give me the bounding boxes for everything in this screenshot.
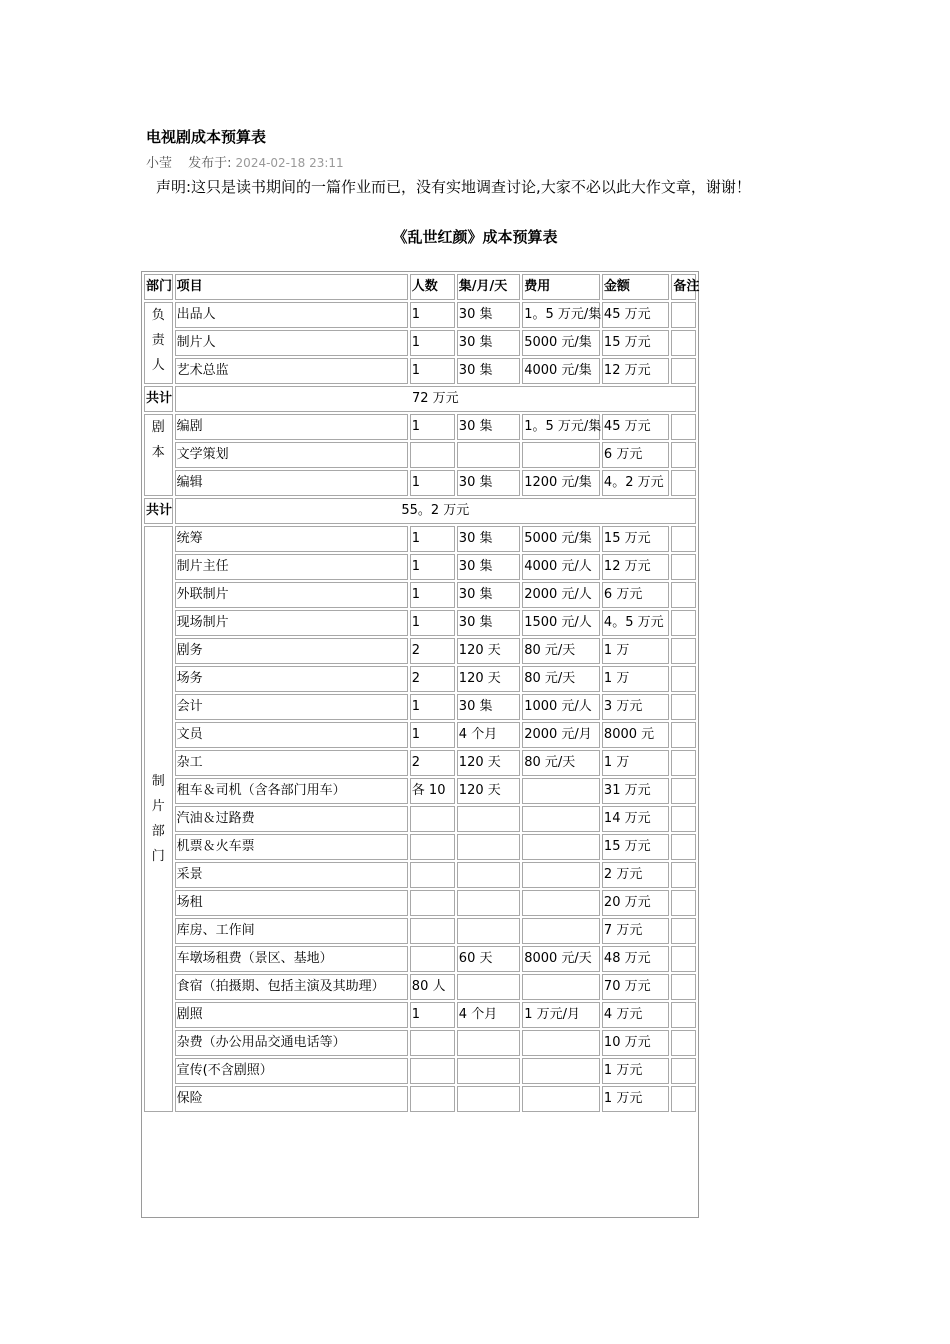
rate-cell: 1。5 万元/集 xyxy=(522,414,600,440)
period-cell: 30 集 xyxy=(457,694,520,720)
period-cell: 120 天 xyxy=(457,750,520,776)
note-cell xyxy=(671,358,696,384)
period-cell: 60 天 xyxy=(457,946,520,972)
rate-cell xyxy=(522,918,600,944)
amount-cell: 45 万元 xyxy=(602,414,670,440)
item-cell: 租车＆司机（含各部门用车） xyxy=(175,778,408,804)
header-cell: 部门 xyxy=(144,274,173,300)
table-row xyxy=(144,330,696,356)
amount-cell: 1 万元 xyxy=(602,1058,670,1084)
headcount-cell: 1 xyxy=(410,722,455,748)
rate-cell: 5000 元/集 xyxy=(522,330,600,356)
item-cell: 现场制片 xyxy=(175,610,408,636)
item-cell: 汽油＆过路费 xyxy=(175,806,408,832)
amount-cell: 45 万元 xyxy=(602,302,670,328)
headcount-cell: 1 xyxy=(410,414,455,440)
note-cell xyxy=(671,890,696,916)
amount-cell: 20 万元 xyxy=(602,890,670,916)
statement-paragraph: 声明:这只是读书期间的一篇作业而已，没有实地调查讨论,大家不必以此大作文章，谢谢！ xyxy=(156,178,751,196)
period-cell: 120 天 xyxy=(457,778,520,804)
amount-cell: 4 万元 xyxy=(602,1002,670,1028)
rate-cell: 80 元/天 xyxy=(522,638,600,664)
budget-table-container xyxy=(141,271,699,1218)
note-cell xyxy=(671,638,696,664)
amount-cell: 4。2 万元 xyxy=(602,470,670,496)
table-row xyxy=(144,666,696,692)
table-row xyxy=(144,806,696,832)
note-cell xyxy=(671,834,696,860)
headcount-cell: 1 xyxy=(410,330,455,356)
amount-cell: 6 万元 xyxy=(602,442,670,468)
header-cell: 项目 xyxy=(175,274,408,300)
note-cell xyxy=(671,806,696,832)
table-row xyxy=(144,1030,696,1056)
note-cell xyxy=(671,694,696,720)
note-cell xyxy=(671,610,696,636)
headcount-cell xyxy=(410,442,455,468)
note-cell xyxy=(671,526,696,552)
note-cell xyxy=(671,918,696,944)
table-row xyxy=(144,694,696,720)
author-name: 小莹 xyxy=(146,156,173,171)
headcount-cell xyxy=(410,806,455,832)
amount-cell: 12 万元 xyxy=(602,358,670,384)
table-row xyxy=(144,890,696,916)
table-row xyxy=(144,554,696,580)
item-cell: 文员 xyxy=(175,722,408,748)
item-cell: 统筹 xyxy=(175,526,408,552)
item-cell: 编辑 xyxy=(175,470,408,496)
period-cell xyxy=(457,806,520,832)
table-row xyxy=(144,442,696,468)
item-cell: 采景 xyxy=(175,862,408,888)
rate-cell: 5000 元/集 xyxy=(522,526,600,552)
table-row xyxy=(144,862,696,888)
rate-cell xyxy=(522,806,600,832)
table-row xyxy=(144,778,696,804)
subtotal-value: 72 万元 xyxy=(175,386,696,412)
note-cell xyxy=(671,1030,696,1056)
headcount-cell: 2 xyxy=(410,750,455,776)
header-cell: 集/月/天 xyxy=(457,274,520,300)
note-cell xyxy=(671,414,696,440)
table-row xyxy=(144,1086,696,1112)
headcount-cell xyxy=(410,834,455,860)
period-cell: 30 集 xyxy=(457,582,520,608)
amount-cell: 6 万元 xyxy=(602,582,670,608)
amount-cell: 1 万元 xyxy=(602,1086,670,1112)
note-cell xyxy=(671,330,696,356)
item-cell: 杂费（办公用品交通电话等） xyxy=(175,1030,408,1056)
amount-cell: 31 万元 xyxy=(602,778,670,804)
table-header-row xyxy=(144,274,696,300)
note-cell xyxy=(671,862,696,888)
headcount-cell xyxy=(410,918,455,944)
period-cell xyxy=(457,890,520,916)
item-cell: 杂工 xyxy=(175,750,408,776)
headcount-cell: 1 xyxy=(410,358,455,384)
rate-cell xyxy=(522,974,600,1000)
period-cell: 30 集 xyxy=(457,358,520,384)
period-cell xyxy=(457,1058,520,1084)
headcount-cell: 2 xyxy=(410,666,455,692)
amount-cell: 14 万元 xyxy=(602,806,670,832)
period-cell xyxy=(457,1030,520,1056)
period-cell: 4 个月 xyxy=(457,722,520,748)
rate-cell xyxy=(522,1030,600,1056)
headcount-cell xyxy=(410,890,455,916)
table-row xyxy=(144,638,696,664)
note-cell xyxy=(671,302,696,328)
subtotal-row xyxy=(144,498,696,524)
headcount-cell: 各 10 xyxy=(410,778,455,804)
item-cell: 机票＆火车票 xyxy=(175,834,408,860)
item-cell: 场租 xyxy=(175,890,408,916)
period-cell xyxy=(457,442,520,468)
item-cell: 制片人 xyxy=(175,330,408,356)
header-cell: 金额 xyxy=(602,274,670,300)
item-cell: 食宿（拍摄期、包括主演及其助理） xyxy=(175,974,408,1000)
subtotal-label: 共计 xyxy=(144,498,173,524)
period-cell: 120 天 xyxy=(457,638,520,664)
item-cell: 出品人 xyxy=(175,302,408,328)
amount-cell: 4。5 万元 xyxy=(602,610,670,636)
headcount-cell xyxy=(410,1086,455,1112)
note-cell xyxy=(671,974,696,1000)
headcount-cell: 1 xyxy=(410,554,455,580)
amount-cell: 15 万元 xyxy=(602,834,670,860)
amount-cell: 70 万元 xyxy=(602,974,670,1000)
rate-cell: 80 元/天 xyxy=(522,666,600,692)
item-cell: 保险 xyxy=(175,1086,408,1112)
note-cell xyxy=(671,1002,696,1028)
headcount-cell xyxy=(410,946,455,972)
table-row xyxy=(144,974,696,1000)
headcount-cell: 1 xyxy=(410,526,455,552)
header-cell: 人数 xyxy=(410,274,455,300)
rate-cell: 4000 元/集 xyxy=(522,358,600,384)
period-cell: 30 集 xyxy=(457,470,520,496)
amount-cell: 2 万元 xyxy=(602,862,670,888)
note-cell xyxy=(671,582,696,608)
headcount-cell: 1 xyxy=(410,302,455,328)
amount-cell: 1 万 xyxy=(602,666,670,692)
item-cell: 库房、工作间 xyxy=(175,918,408,944)
headcount-cell: 1 xyxy=(410,582,455,608)
note-cell xyxy=(671,750,696,776)
note-cell xyxy=(671,442,696,468)
table-row xyxy=(144,526,696,552)
amount-cell: 1 万 xyxy=(602,750,670,776)
table-row xyxy=(144,358,696,384)
rate-cell xyxy=(522,778,600,804)
subtotal-value: 55。2 万元 xyxy=(175,498,696,524)
budget-table xyxy=(142,272,698,1114)
department-cell: 制片部门 xyxy=(144,526,173,1112)
period-cell: 120 天 xyxy=(457,666,520,692)
table-row xyxy=(144,1058,696,1084)
note-cell xyxy=(671,1058,696,1084)
period-cell: 30 集 xyxy=(457,302,520,328)
amount-cell: 48 万元 xyxy=(602,946,670,972)
period-cell xyxy=(457,974,520,1000)
note-cell xyxy=(671,666,696,692)
table-row xyxy=(144,470,696,496)
post-date: 2024-02-18 23:11 xyxy=(235,156,344,170)
table-row xyxy=(144,302,696,328)
period-cell: 30 集 xyxy=(457,610,520,636)
rate-cell: 1。5 万元/集 xyxy=(522,302,600,328)
posted-label: 发布于: xyxy=(188,156,232,171)
note-cell xyxy=(671,1086,696,1112)
rate-cell xyxy=(522,1086,600,1112)
item-cell: 宣传(不含剧照） xyxy=(175,1058,408,1084)
table-row xyxy=(144,918,696,944)
rate-cell xyxy=(522,442,600,468)
period-cell: 4 个月 xyxy=(457,1002,520,1028)
rate-cell: 2000 元/人 xyxy=(522,582,600,608)
rate-cell: 8000 元/天 xyxy=(522,946,600,972)
table-row xyxy=(144,834,696,860)
rate-cell: 1200 元/集 xyxy=(522,470,600,496)
rate-cell: 2000 元/月 xyxy=(522,722,600,748)
rate-cell xyxy=(522,834,600,860)
table-row xyxy=(144,610,696,636)
table-row xyxy=(144,750,696,776)
amount-cell: 12 万元 xyxy=(602,554,670,580)
department-cell: 剧本 xyxy=(144,414,173,496)
amount-cell: 10 万元 xyxy=(602,1030,670,1056)
item-cell: 场务 xyxy=(175,666,408,692)
rate-cell xyxy=(522,1058,600,1084)
amount-cell: 3 万元 xyxy=(602,694,670,720)
rate-cell xyxy=(522,890,600,916)
rate-cell: 80 元/天 xyxy=(522,750,600,776)
headcount-cell: 1 xyxy=(410,694,455,720)
subtotal-row xyxy=(144,386,696,412)
amount-cell: 15 万元 xyxy=(602,526,670,552)
note-cell xyxy=(671,554,696,580)
header-cell: 费用 xyxy=(522,274,600,300)
period-cell: 30 集 xyxy=(457,330,520,356)
note-cell xyxy=(671,722,696,748)
item-cell: 制片主任 xyxy=(175,554,408,580)
department-cell: 负责人 xyxy=(144,302,173,384)
period-cell: 30 集 xyxy=(457,526,520,552)
amount-cell: 1 万 xyxy=(602,638,670,664)
table-row xyxy=(144,582,696,608)
amount-cell: 8000 元 xyxy=(602,722,670,748)
headcount-cell: 80 人 xyxy=(410,974,455,1000)
subtotal-label: 共计 xyxy=(144,386,173,412)
rate-cell: 1500 元/人 xyxy=(522,610,600,636)
item-cell: 编剧 xyxy=(175,414,408,440)
table-row xyxy=(144,946,696,972)
note-cell xyxy=(671,778,696,804)
period-cell: 30 集 xyxy=(457,554,520,580)
header-cell: 备注 xyxy=(671,274,696,300)
period-cell xyxy=(457,834,520,860)
item-cell: 车墩场租费（景区、基地） xyxy=(175,946,408,972)
item-cell: 剧务 xyxy=(175,638,408,664)
period-cell xyxy=(457,1086,520,1112)
rate-cell xyxy=(522,862,600,888)
headcount-cell xyxy=(410,1030,455,1056)
amount-cell: 7 万元 xyxy=(602,918,670,944)
note-cell xyxy=(671,470,696,496)
item-cell: 文学策划 xyxy=(175,442,408,468)
period-cell xyxy=(457,862,520,888)
headcount-cell: 1 xyxy=(410,1002,455,1028)
table-row xyxy=(144,1002,696,1028)
rate-cell: 4000 元/人 xyxy=(522,554,600,580)
item-cell: 艺术总监 xyxy=(175,358,408,384)
item-cell: 外联制片 xyxy=(175,582,408,608)
headcount-cell: 2 xyxy=(410,638,455,664)
document-title: 电视剧成本预算表 xyxy=(146,128,267,146)
table-row xyxy=(144,722,696,748)
rate-cell: 1 万元/月 xyxy=(522,1002,600,1028)
headcount-cell xyxy=(410,1058,455,1084)
period-cell xyxy=(457,918,520,944)
rate-cell: 1000 元/人 xyxy=(522,694,600,720)
table-title: 《乱世红颜》成本预算表 xyxy=(392,228,558,246)
period-cell: 30 集 xyxy=(457,414,520,440)
headcount-cell xyxy=(410,862,455,888)
headcount-cell: 1 xyxy=(410,610,455,636)
author-line xyxy=(146,152,344,171)
amount-cell: 15 万元 xyxy=(602,330,670,356)
item-cell: 会计 xyxy=(175,694,408,720)
table-row xyxy=(144,414,696,440)
item-cell: 剧照 xyxy=(175,1002,408,1028)
headcount-cell: 1 xyxy=(410,470,455,496)
note-cell xyxy=(671,946,696,972)
